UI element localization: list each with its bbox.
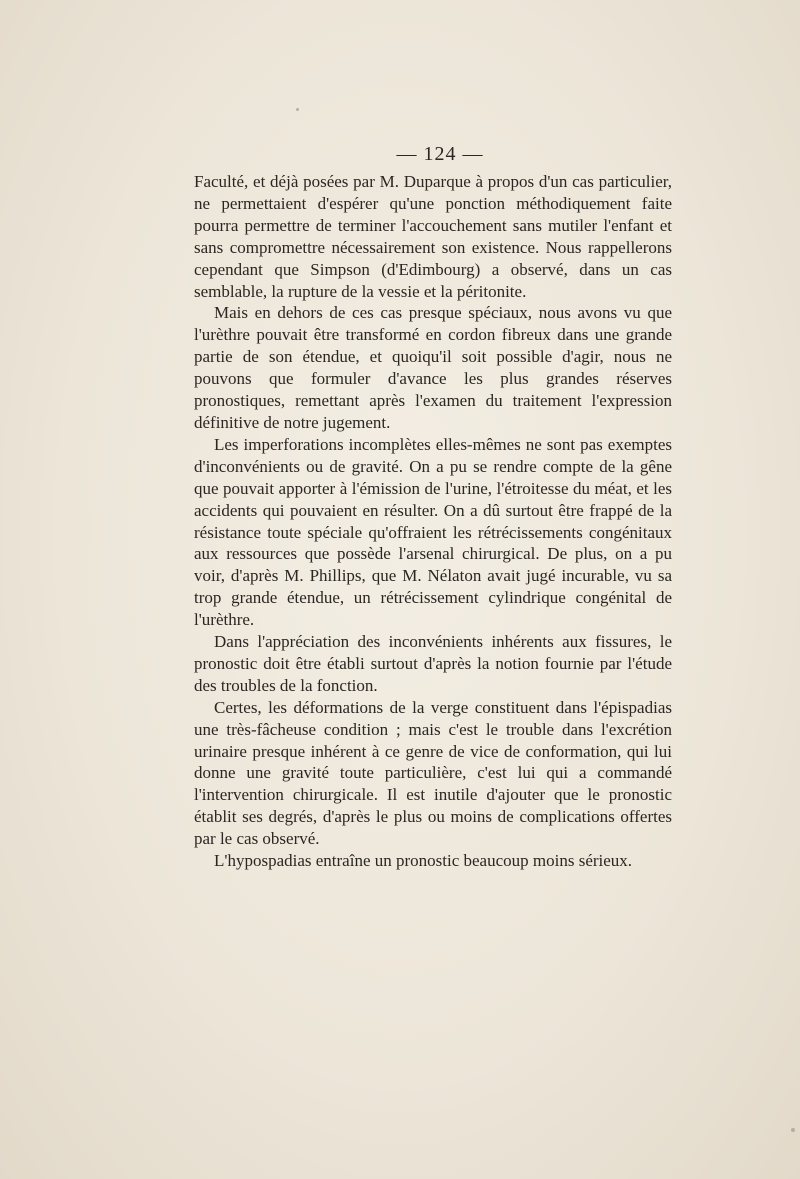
page-number: — 124 — (396, 143, 484, 165)
paper-speck (791, 1128, 795, 1132)
paragraph: L'hypospadias entraîne un pronostic beaucoup moins sérieux. (214, 851, 633, 871)
paragraph: Les imperforations incomplètes elles-mêmes ne sont pas exemptes d'inconvénients ou de gravité. On a pu se rendre compte de la gêne que pouvait apporter à l'émission de l'urine, l'étroitesse du méat, et les accidents qui pouvaient en résulter. On a dû surtout être frappé de la résistance toute spéciale qu'offraient les rétrécissements congénitaux aux ressources que possède l'arsenal chirurgical. De plus, on a pu voir, d'après M. Phillips, que M. Nélaton avait jugé incurable, vu sa trop grande étendue, un rétrécissement cylindrique congénital de l'urèthre. (194, 434, 672, 630)
paragraph: Certes, les déformations de la verge constituent dans l'épispadias une très-fâcheuse condition ; mais c'est le trouble dans l'excrétion urinaire presque inhérent à ce genre de vice de conformation, qui lui donne une gravité toute particulière, c'est lui qui a commandé l'intervention chirurgicale. Il est inutile d'ajouter que le pronostic établit ses degrés, d'après le plus ou moins de complications offertes par le cas observé. (194, 697, 672, 849)
paragraph: Dans l'appréciation des inconvénients inhérents aux fissures, le pronostic doit être établi surtout d'après la notion fournie par l'étude des troubles de la fonction. (194, 632, 672, 695)
paper-speck (296, 108, 299, 111)
body-text (194, 171, 672, 872)
paragraph: Faculté, et déjà posées par M. Duparque à propos d'un cas particulier, ne permettaient d'espérer qu'une ponction méthodiquement faite pourra permettre de terminer l'accouchement sans mutiler l'enfant et sans compromettre nécessairement son existence. Nous rappellerons cependant que Simpson (d'Edimbourg) a observé, dans un cas semblable, la rupture de la vessie et la péritonite. (194, 172, 672, 301)
paragraph: Mais en dehors de ces cas presque spéciaux, nous avons vu que l'urèthre pouvait être transformé en cordon fibreux dans une grande partie de son étendue, et quoiqu'il soit possible d'agir, nous ne pouvons que formuler d'avance les plus grandes réserves pronostiques, remettant après l'examen du traitement l'expression définitive de notre jugement. (194, 303, 672, 432)
